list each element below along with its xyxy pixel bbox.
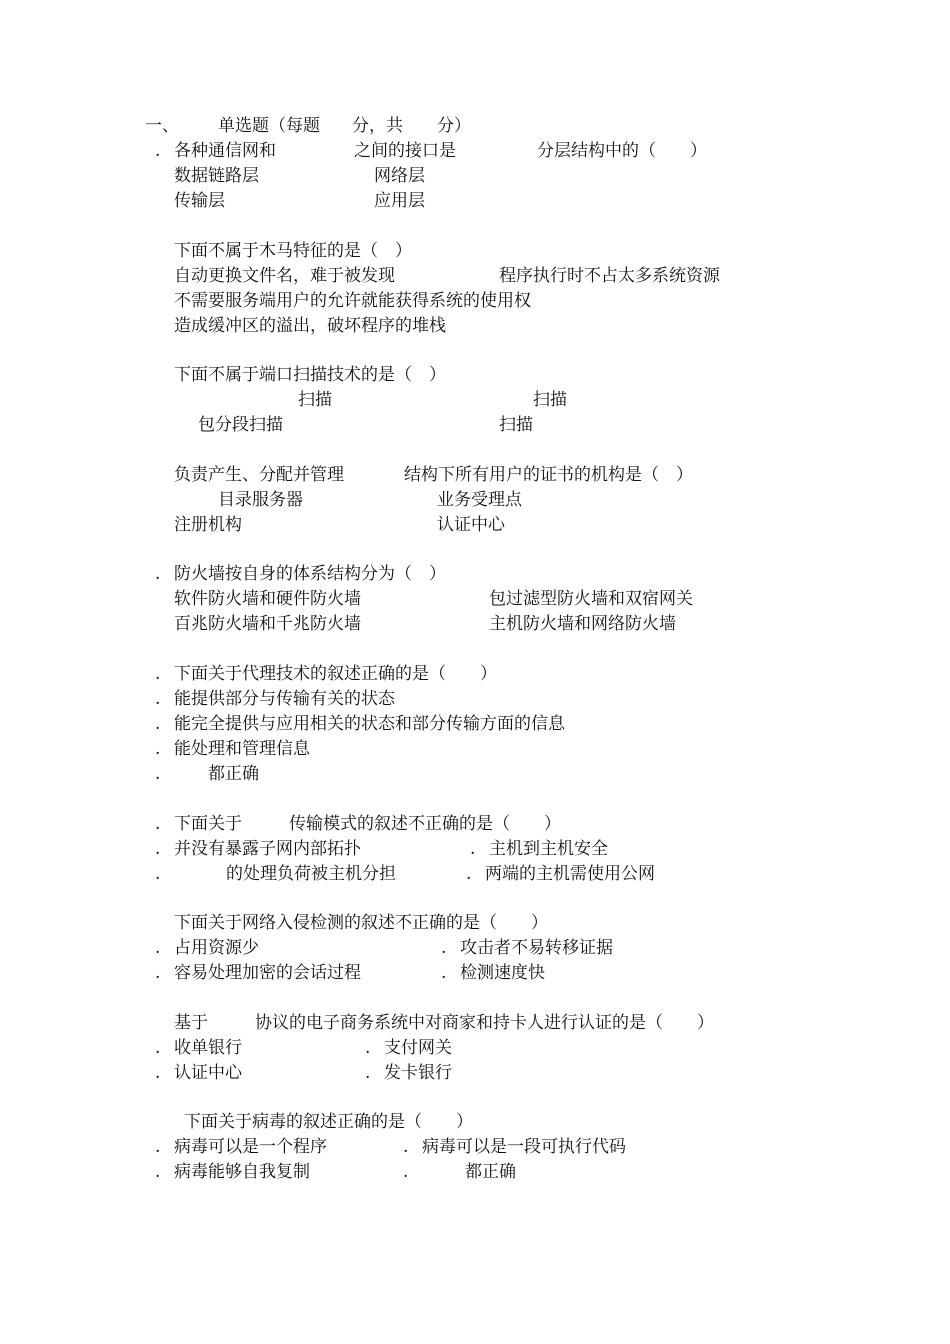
option: 包过滤型防火墙和双宿网关 <box>489 589 693 609</box>
option: 包分段扫描 <box>198 415 283 435</box>
question-stem: 下面关于病毒的叙述正确的是（ ） <box>184 1112 473 1132</box>
option: 造成缓冲区的溢出，破坏程序的堆栈 <box>174 316 446 336</box>
option: 的处理负荷被主机分担 <box>226 864 396 884</box>
option-marker: . <box>403 1137 409 1157</box>
section-title: 单选题（每题 <box>218 116 320 136</box>
question-stem: 基于 <box>174 1013 208 1033</box>
option: 扫描 <box>533 390 567 410</box>
question-stem: 下面不属于木马特征的是（ ） <box>174 241 412 261</box>
option: 认证中心 <box>437 515 505 535</box>
option: 注册机构 <box>174 515 242 535</box>
option-marker: . <box>466 864 472 884</box>
option: 病毒能够自我复制 <box>174 1162 310 1182</box>
question-stem: 下面关于网络入侵检测的叙述不正确的是（ ） <box>174 913 548 933</box>
option-marker: . <box>470 839 476 859</box>
option-marker: . <box>155 764 161 784</box>
option: 检测速度快 <box>460 963 545 983</box>
option: 容易处理加密的会话过程 <box>174 963 361 983</box>
question-stem: 负责产生、分配并管理 <box>174 465 344 485</box>
option: 目录服务器 <box>218 490 303 510</box>
option: 业务受理点 <box>437 490 522 510</box>
option: 两端的主机需使用公网 <box>485 864 655 884</box>
question-stem: 结构下所有用户的证书的机构是（ ） <box>404 465 693 485</box>
option: 扫描 <box>298 390 332 410</box>
section-number: 一、 <box>145 116 179 136</box>
option: 软件防火墙和硬件防火墙 <box>174 589 361 609</box>
option-marker: . <box>155 714 161 734</box>
question-marker: . <box>155 814 161 834</box>
option-marker: . <box>155 938 161 958</box>
option-marker: . <box>155 1162 161 1182</box>
option: 占用资源少 <box>174 938 259 958</box>
question-stem: 之间的接口是 <box>354 141 456 161</box>
question-stem: 各种通信网和 <box>174 141 276 161</box>
option: 不需要服务端用户的允许就能获得系统的使用权 <box>174 291 531 311</box>
question-stem: 下面不属于端口扫描技术的是（ ） <box>174 365 446 385</box>
option-marker: . <box>155 689 161 709</box>
option: 扫描 <box>499 415 533 435</box>
option-marker: . <box>155 739 161 759</box>
option: 应用层 <box>374 191 425 211</box>
option-marker: . <box>155 839 161 859</box>
option: 攻击者不易转移证据 <box>460 938 613 958</box>
section-score-unit: 分，共 <box>352 116 403 136</box>
option-marker: . <box>155 1063 161 1083</box>
option: 能完全提供与应用相关的状态和部分传输方面的信息 <box>174 714 565 734</box>
option-marker: . <box>441 963 447 983</box>
option: 病毒可以是一段可执行代码 <box>422 1137 626 1157</box>
question-marker: . <box>155 141 161 161</box>
question-marker: . <box>155 664 161 684</box>
option-marker: . <box>155 1137 161 1157</box>
question-stem: 下面关于 <box>174 814 242 834</box>
option: 发卡银行 <box>384 1063 452 1083</box>
option-marker: . <box>365 1063 371 1083</box>
option: 收单银行 <box>174 1038 242 1058</box>
option-marker: . <box>155 1038 161 1058</box>
option: 自动更换文件名，难于被发现 <box>174 266 395 286</box>
option: 并没有暴露子网内部拓扑 <box>174 839 361 859</box>
option-marker: . <box>155 963 161 983</box>
option: 都正确 <box>465 1162 516 1182</box>
option-marker: . <box>403 1162 409 1182</box>
option: 主机防火墙和网络防火墙 <box>489 614 676 634</box>
question-marker: . <box>155 564 161 584</box>
option: 认证中心 <box>174 1063 242 1083</box>
question-stem: 下面关于代理技术的叙述正确的是（ ） <box>174 664 497 684</box>
option: 都正确 <box>208 764 259 784</box>
option: 传输层 <box>174 191 225 211</box>
option: 主机到主机安全 <box>489 839 608 859</box>
question-stem: 防火墙按自身的体系结构分为（ ） <box>174 564 446 584</box>
option-marker: . <box>365 1038 371 1058</box>
option: 程序执行时不占太多系统资源 <box>499 266 720 286</box>
question-stem: 传输模式的叙述不正确的是（ ） <box>289 814 561 834</box>
option-marker: . <box>155 864 161 884</box>
section-total-unit: 分） <box>437 116 471 136</box>
option: 百兆防火墙和千兆防火墙 <box>174 614 361 634</box>
option-marker: . <box>441 938 447 958</box>
option: 能提供部分与传输有关的状态 <box>174 689 395 709</box>
option: 数据链路层 <box>174 166 259 186</box>
option: 能处理和管理信息 <box>174 739 310 759</box>
question-stem: 协议的电子商务系统中对商家和持卡人进行认证的是（ ） <box>255 1013 714 1033</box>
option: 支付网关 <box>384 1038 452 1058</box>
question-stem: 分层结构中的（ ） <box>537 141 707 161</box>
option: 病毒可以是一个程序 <box>174 1137 327 1157</box>
option: 网络层 <box>374 166 425 186</box>
